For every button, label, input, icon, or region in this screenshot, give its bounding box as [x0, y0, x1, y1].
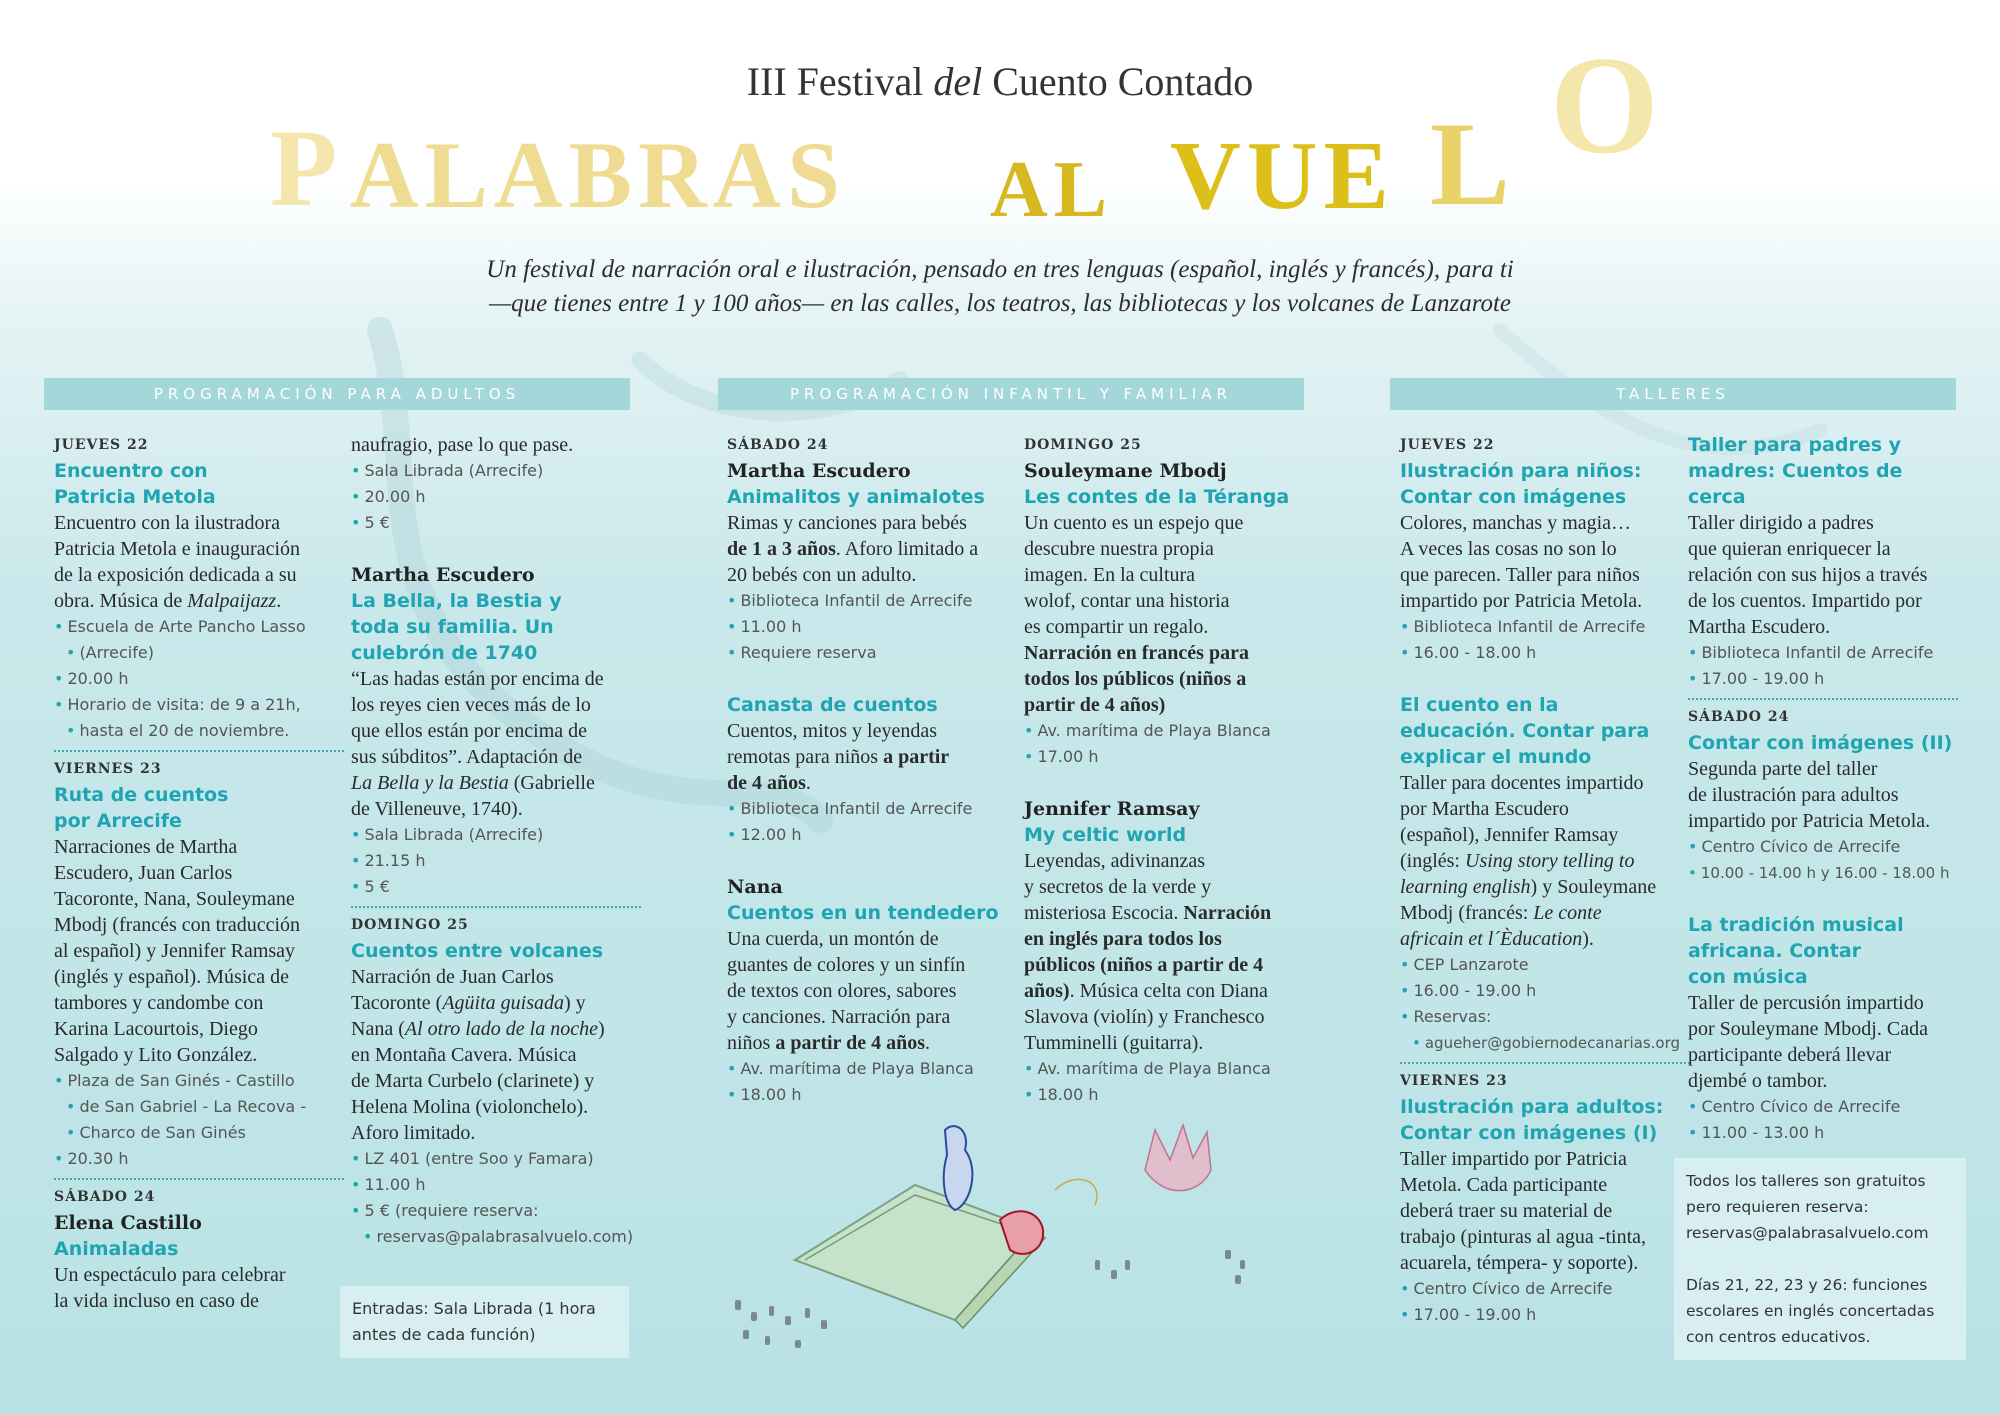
dotted-separator — [1688, 698, 1958, 700]
dotted-separator — [351, 906, 641, 908]
dotted-separator — [54, 750, 344, 752]
event-bella-bestia: Martha Escudero La Bella, la Bestia y toda su familia. Un culebrón de 1740 “Las hadas están por encima de los reyes cien veces más de lo que ellos están por encima de sus súbditos”. Adaptación de La Bella y la Bestia (Gabrielle de Villeneuve, 1740). • Sala Librada (Arrecife) • 21.15 h • 5 € — [351, 562, 641, 900]
book-mice-illustration — [725, 1110, 1285, 1360]
kids-column-1 — [727, 432, 1017, 1108]
dotted-separator — [54, 1178, 344, 1180]
event-animalitos: SÁBADO 24 Martha Escudero Animalitos y animalotes Rimas y canciones para bebés de 1 a 3 años. Aforo limitado a 20 bebés con un adulto. • Biblioteca Infantil de Arrecife • 11.00 h • Requiere reserva — [727, 432, 1017, 666]
event-cuentos-volcanes: DOMINGO 25 Cuentos entre volcanes Narración de Juan Carlos Tacoronte (Agüita guisada) y Nana (Al otro lado de la noche) en Montaña Cavera. Música de Marta Curbelo (clarinete) y Helena Molina (violonchelo). Aforo limitado. • LZ 401 (entre Soo y Famara) • 11.00 h • 5 € (requiere reserva: • reservas@palabrasalvuelo.com) — [351, 912, 641, 1250]
section-header-workshops: TALLERES — [1390, 378, 1956, 410]
palabras-al-vuelo-logo: P ALABRAS AL VUE L O — [270, 28, 1665, 234]
event-contes-teranga: DOMINGO 25 Souleymane Mbodj Les contes de la Téranga Un cuento es un espejo que descubre nuestra propia imagen. En la cultura wolof, contar una historia es compartir un regalo. Narración en francés para todos los públicos (niños a partir de 4 años) • Av. marítima de Playa Blanca • 17.00 h — [1024, 432, 1314, 770]
workshop-contar-imagenes-2: SÁBADO 24 Contar con imágenes (II) Segunda parte del taller de ilustración para adultos impartido por Patricia Metola. • Centro Cívico de Arrecife • 10.00 - 14.00 h y 16.00 - 18.00 h — [1688, 704, 1958, 886]
event-canasta-cuentos: Canasta de cuentos Cuentos, mitos y leyendas remotas para niños a partir de 4 años. • Biblioteca Infantil de Arrecife • 12.00 h — [727, 692, 1017, 848]
kids-column-2 — [1024, 432, 1314, 1108]
adults-column-2: naufragio, pase lo que pase. • Sala Librada (Arrecife) • 20.00 h • 5 € Martha Escudero La Bella, la Bestia y toda su familia. Un culebrón de 1740 “Las hadas están por encima de los reyes cien veces más de lo que ellos están por encima de sus súbditos”. Adaptación de La Bella y la Bestia (Gabrielle de Villeneuve, 1740). • Sala Librada (Arrecife) • 21.15 h • 5 € DOMINGO 25 Cuentos entre volcanes Narración de Juan Carlos Tacoronte (Agüita guisada) y Nana (Al otro lado de la noche) en Montaña Cavera. Música de Marta Curbelo (clarinete) y Helena Molina (violonchelo). Aforo limitado. • LZ 401 (entre Soo y Famara) • 11.00 h • 5 € (requiere reserva: • reservas@palabrasalvuelo.com) — [351, 432, 641, 1250]
section-header-adults: PROGRAMACIÓN PARA ADULTOS — [44, 378, 630, 410]
event-ruta-cuentos: VIERNES 23 Ruta de cuentos por Arrecife Narraciones de Martha Escudero, Juan Carlos Tacoronte, Nana, Souleymane Mbodj (francés con traducción al español) y Jennifer Ramsay (inglés y español). Música de tambores y candombe con Karina Lacourtois, Diego Salgado y Lito González. • Plaza de San Ginés - Castillo • de San Gabriel - La Recova - • Charco de San Ginés • 20.30 h — [54, 756, 344, 1172]
dotted-separator — [1400, 1062, 1690, 1064]
festival-title: III Festival del Cuento Contado — [746, 59, 1254, 104]
workshop-ilustracion-adultos: VIERNES 23 Ilustración para adultos: Contar con imágenes (I) Taller impartido por Patricia Metola. Cada participante deberá traer su material de trabajo (pinturas al agua -tinta, acuarela, témpera- y soporte). • Centro Cívico de Arrecife • 17.00 - 19.00 h — [1400, 1068, 1690, 1328]
workshops-column-2 — [1688, 432, 1958, 1146]
workshops-note: Todos los talleres son gratuitos pero requieren reserva: reservas@palabrasalvuelo.com Días 21, 22, 23 y 26: funciones escolares en inglés concertadas con centros educativos. — [1674, 1158, 1966, 1360]
festival-intro: Un festival de narración oral e ilustración, pensado en tres lenguas (español, inglés y francés), para ti —que tienes entre 1 y 100 años— en las calles, los teatros, las bibliotecas y los volcanes de Lanzarote — [486, 256, 1514, 317]
workshop-cuento-educacion: El cuento en la educación. Contar para explicar el mundo Taller para docentes impartido por Martha Escudero (español), Jennifer Ramsay (inglés: Using story telling to learning english) y Souleymane Mbodj (francés: Le conte africain et l´Èducation). • CEP Lanzarote • 16.00 - 19.00 h • Reservas: • agueher@gobiernodecanarias.org — [1400, 692, 1690, 1056]
event-tendedero: Nana Cuentos en un tendedero Una cuerda, un montón de guantes de colores y un sinfín de textos con olores, sabores y canciones. Narración para niños a partir de 4 años. • Av. marítima de Playa Blanca • 18.00 h — [727, 874, 1017, 1108]
adults-column-1 — [54, 432, 344, 1314]
event-celtic-world: Jennifer Ramsay My celtic world Leyendas, adivinanzas y secretos de la verde y misteriosa Escocia. Narración en inglés para todos los públicos (niños a partir de 4 años). Música celta con Diana Slavova (violín) y Franchesco Tumminelli (guitarra). • Av. marítima de Playa Blanca • 18.00 h — [1024, 796, 1314, 1108]
workshop-ilustracion-ninos: JUEVES 22 Ilustración para niños: Contar con imágenes Colores, manchas y magia… A veces las cosas no son lo que parecen. Taller para niños impartido por Patricia Metola. • Biblioteca Infantil de Arrecife • 16.00 - 18.00 h — [1400, 432, 1690, 666]
workshop-tradicion-musical: La tradición musical africana. Contar con música Taller de percusión impartido por Souleymane Mbodj. Cada participante deberá llevar djembé o tambor. • Centro Cívico de Arrecife • 11.00 - 13.00 h — [1688, 912, 1958, 1146]
event-encuentro-metola: JUEVES 22 Encuentro con Patricia Metola Encuentro con la ilustradora Patricia Metola e inauguración de la exposición dedicada a su obra. Música de Malpaijazz. • Escuela de Arte Pancho Lasso • (Arrecife) • 20.00 h • Horario de visita: de 9 a 21h, • hasta el 20 de noviembre. — [54, 432, 344, 744]
tickets-note: Entradas: Sala Librada (1 hora antes de cada función) — [340, 1286, 629, 1358]
workshop-padres-madres: Taller para padres y madres: Cuentos de cerca Taller dirigido a padres que quieran enriquecer la relación con sus hijos a través de los cuentos. Impartido por Martha Escudero. • Biblioteca Infantil de Arrecife • 17.00 - 19.00 h — [1688, 432, 1958, 692]
event-animaladas: SÁBADO 24 Elena Castillo Animaladas Un espectáculo para celebrar la vida incluso en caso de — [54, 1189, 286, 1312]
section-header-kids: PROGRAMACIÓN INFANTIL Y FAMILIAR — [718, 378, 1304, 410]
workshops-column-1 — [1400, 432, 1690, 1328]
